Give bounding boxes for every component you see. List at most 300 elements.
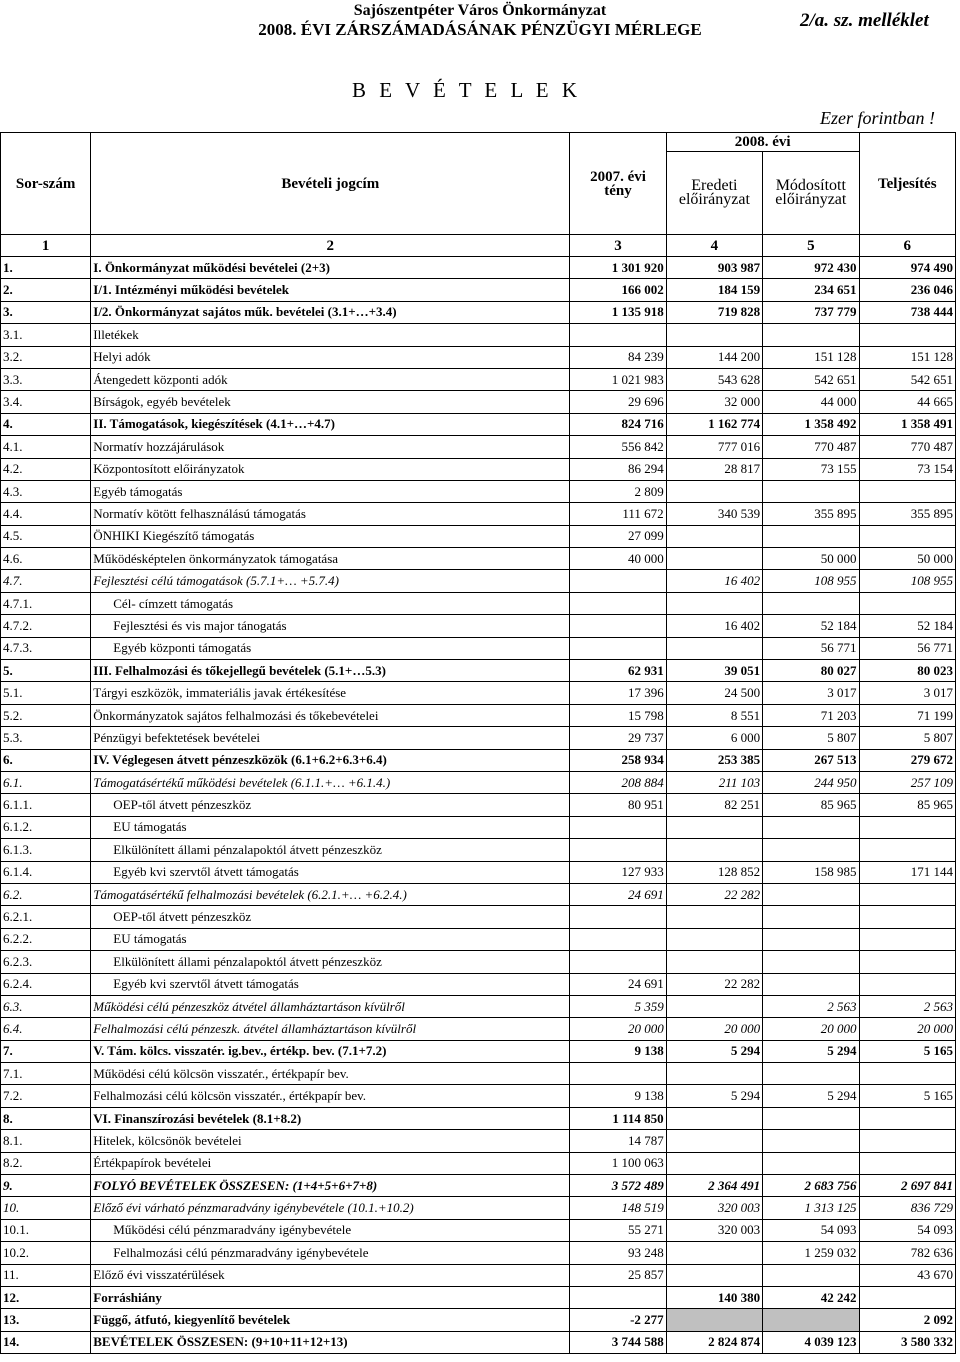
col-index-4: 4 xyxy=(666,235,762,257)
table-row xyxy=(1,1040,956,1062)
row-value-fact2007: 17 396 xyxy=(570,682,666,704)
row-label: OEP-től átvett pénzeszköz xyxy=(91,906,570,928)
row-value-modified: 54 093 xyxy=(763,1219,859,1241)
table-row xyxy=(1,727,956,749)
table-row xyxy=(1,1018,956,1040)
row-value-modified: 2 683 756 xyxy=(763,1175,859,1197)
row-number: 6.2.4. xyxy=(1,973,91,995)
table-row xyxy=(1,1175,956,1197)
row-value-completion: 171 144 xyxy=(859,861,955,883)
row-value-original xyxy=(666,1264,762,1286)
row-value-fact2007: 20 000 xyxy=(570,1018,666,1040)
row-value-original xyxy=(666,525,762,547)
row-number: 6.1.4. xyxy=(1,861,91,883)
row-number: 4.1. xyxy=(1,436,91,458)
table-row xyxy=(1,928,956,950)
row-value-modified: 1 358 492 xyxy=(763,413,859,435)
row-value-completion xyxy=(859,1063,955,1085)
row-label: Elkülönített állami pénzalapoktól átvett pénzeszköz xyxy=(91,839,570,861)
row-value-modified: 737 779 xyxy=(763,301,859,323)
row-value-original: 1 162 774 xyxy=(666,413,762,435)
row-value-original xyxy=(666,324,762,346)
row-value-fact2007: 166 002 xyxy=(570,279,666,301)
row-label: Cél- címzett támogatás xyxy=(91,592,570,614)
row-value-fact2007 xyxy=(570,839,666,861)
row-value-completion: 151 128 xyxy=(859,346,955,368)
row-value-original: 719 828 xyxy=(666,301,762,323)
table-row xyxy=(1,368,956,390)
row-value-completion xyxy=(859,592,955,614)
table-row xyxy=(1,816,956,838)
row-value-completion xyxy=(859,525,955,547)
row-value-fact2007: 25 857 xyxy=(570,1264,666,1286)
table-row xyxy=(1,1130,956,1152)
row-value-original: 28 817 xyxy=(666,458,762,480)
row-value-fact2007: 3 572 489 xyxy=(570,1175,666,1197)
row-value-modified: 71 203 xyxy=(763,704,859,726)
table-row xyxy=(1,279,956,301)
row-number: 10.1. xyxy=(1,1219,91,1241)
row-number: 10.2. xyxy=(1,1242,91,1264)
row-value-original: 2 364 491 xyxy=(666,1175,762,1197)
row-value-fact2007 xyxy=(570,906,666,928)
row-value-original: 5 294 xyxy=(666,1085,762,1107)
row-label: Felhalmozási célú pénzmaradvány igénybevétele xyxy=(91,1242,570,1264)
row-label: Egyéb kvi szervtől átvett támogatás xyxy=(91,861,570,883)
row-label: BEVÉTELEK ÖSSZESEN: (9+10+11+12+13) xyxy=(91,1331,570,1353)
row-value-fact2007: 1 021 983 xyxy=(570,368,666,390)
row-value-fact2007: 24 691 xyxy=(570,973,666,995)
col-header-modified: Módosított előirányzat xyxy=(763,152,859,235)
row-value-completion: 257 109 xyxy=(859,771,955,793)
row-value-fact2007: 556 842 xyxy=(570,436,666,458)
row-value-modified xyxy=(763,973,859,995)
table-row xyxy=(1,1197,956,1219)
table-row xyxy=(1,503,956,525)
row-number: 6.1.2. xyxy=(1,816,91,838)
row-value-fact2007: 86 294 xyxy=(570,458,666,480)
row-value-completion xyxy=(859,906,955,928)
row-value-original: 8 551 xyxy=(666,704,762,726)
row-value-modified: 56 771 xyxy=(763,637,859,659)
table-row xyxy=(1,592,956,614)
table-row xyxy=(1,883,956,905)
row-value-fact2007 xyxy=(570,928,666,950)
revenue-rows xyxy=(1,257,956,1354)
row-value-fact2007 xyxy=(570,615,666,637)
row-number: 1. xyxy=(1,257,91,279)
row-value-original xyxy=(666,1063,762,1085)
row-label: Forráshiány xyxy=(91,1286,570,1308)
table-row xyxy=(1,682,956,704)
row-value-modified xyxy=(763,1107,859,1129)
row-number: 7. xyxy=(1,1040,91,1062)
table-row xyxy=(1,346,956,368)
row-value-original: 140 380 xyxy=(666,1286,762,1308)
row-value-original xyxy=(666,951,762,973)
row-number: 4.4. xyxy=(1,503,91,525)
row-value-completion: 5 807 xyxy=(859,727,955,749)
row-number: 11. xyxy=(1,1264,91,1286)
row-value-original: 32 000 xyxy=(666,391,762,413)
row-value-fact2007: 148 519 xyxy=(570,1197,666,1219)
row-value-original: 82 251 xyxy=(666,794,762,816)
row-value-completion xyxy=(859,973,955,995)
row-value-modified: 151 128 xyxy=(763,346,859,368)
row-number: 5. xyxy=(1,660,91,682)
row-value-fact2007: 14 787 xyxy=(570,1130,666,1152)
row-label: Felhalmozási célú pénzeszk. átvétel államháztartáson kívülről xyxy=(91,1018,570,1040)
row-value-completion xyxy=(859,1152,955,1174)
row-value-completion: 54 093 xyxy=(859,1219,955,1241)
row-value-fact2007: 824 716 xyxy=(570,413,666,435)
row-number: 12. xyxy=(1,1286,91,1308)
row-value-modified xyxy=(763,883,859,905)
row-value-fact2007: 55 271 xyxy=(570,1219,666,1241)
row-value-completion: 5 165 xyxy=(859,1085,955,1107)
table-row xyxy=(1,951,956,973)
row-value-modified xyxy=(763,1152,859,1174)
col-index-5: 5 xyxy=(763,235,859,257)
row-value-modified: 4 039 123 xyxy=(763,1331,859,1353)
row-number: 3.2. xyxy=(1,346,91,368)
row-number: 4. xyxy=(1,413,91,435)
row-value-original xyxy=(666,1309,762,1331)
row-value-fact2007 xyxy=(570,637,666,659)
table-row xyxy=(1,1063,956,1085)
row-number: 14. xyxy=(1,1331,91,1353)
row-number: 6.2. xyxy=(1,883,91,905)
row-value-completion: 3 017 xyxy=(859,682,955,704)
row-label: Hitelek, kölcsönök bevételei xyxy=(91,1130,570,1152)
row-value-modified: 20 000 xyxy=(763,1018,859,1040)
table-row xyxy=(1,1219,956,1241)
row-value-completion xyxy=(859,1107,955,1129)
row-value-original: 24 500 xyxy=(666,682,762,704)
row-value-original xyxy=(666,816,762,838)
row-number: 2. xyxy=(1,279,91,301)
row-value-fact2007 xyxy=(570,570,666,592)
table-row xyxy=(1,436,956,458)
row-value-original xyxy=(666,906,762,928)
row-value-modified: 5 294 xyxy=(763,1040,859,1062)
table-row xyxy=(1,257,956,279)
row-number: 13. xyxy=(1,1309,91,1331)
row-number: 5.1. xyxy=(1,682,91,704)
row-value-completion: 1 358 491 xyxy=(859,413,955,435)
row-value-original: 253 385 xyxy=(666,749,762,771)
row-value-original: 20 000 xyxy=(666,1018,762,1040)
row-value-modified xyxy=(763,324,859,346)
row-value-completion: 73 154 xyxy=(859,458,955,480)
row-value-modified: 52 184 xyxy=(763,615,859,637)
col-header-no: Sor-szám xyxy=(1,133,91,235)
row-label: ÖNHIKI Kiegészítő támogatás xyxy=(91,525,570,547)
row-value-modified xyxy=(763,816,859,838)
row-value-completion: 108 955 xyxy=(859,570,955,592)
row-value-fact2007: 29 696 xyxy=(570,391,666,413)
row-value-modified xyxy=(763,1130,859,1152)
row-value-modified: 5 807 xyxy=(763,727,859,749)
row-value-modified: 44 000 xyxy=(763,391,859,413)
row-value-completion: 20 000 xyxy=(859,1018,955,1040)
annex-label: 2/a. sz. melléklet xyxy=(800,10,929,31)
row-value-original: 16 402 xyxy=(666,615,762,637)
row-value-modified xyxy=(763,1063,859,1085)
row-label: Központosított előirányzatok xyxy=(91,458,570,480)
row-value-fact2007: 208 884 xyxy=(570,771,666,793)
row-number: 8.1. xyxy=(1,1130,91,1152)
row-value-modified xyxy=(763,951,859,973)
row-value-fact2007 xyxy=(570,592,666,614)
row-label: Pénzügyi befektetések bevételei xyxy=(91,727,570,749)
row-value-original xyxy=(666,1130,762,1152)
row-value-original xyxy=(666,548,762,570)
row-value-completion: 542 651 xyxy=(859,368,955,390)
row-number: 7.2. xyxy=(1,1085,91,1107)
unit-note: Ezer forintban ! xyxy=(820,108,935,128)
row-value-completion: 43 670 xyxy=(859,1264,955,1286)
row-number: 6. xyxy=(1,749,91,771)
row-label: Támogatásértékű felhalmozási bevételek (6.2.1.+… +6.2.4.) xyxy=(91,883,570,905)
row-value-fact2007: 111 672 xyxy=(570,503,666,525)
row-value-modified: 5 294 xyxy=(763,1085,859,1107)
row-label: Tárgyi eszközök, immateriális javak értékesítése xyxy=(91,682,570,704)
row-value-modified: 73 155 xyxy=(763,458,859,480)
row-number: 3.4. xyxy=(1,391,91,413)
row-value-fact2007: 9 138 xyxy=(570,1040,666,1062)
table-row xyxy=(1,839,956,861)
table-row xyxy=(1,973,956,995)
row-label: Bírságok, egyéb bevételek xyxy=(91,391,570,413)
col-index-1: 1 xyxy=(1,235,91,257)
row-value-modified: 85 965 xyxy=(763,794,859,816)
row-value-modified: 542 651 xyxy=(763,368,859,390)
row-value-fact2007: 40 000 xyxy=(570,548,666,570)
row-label: Előző évi várható pénzmaradvány igénybevétele (10.1.+10.2) xyxy=(91,1197,570,1219)
col-index-2: 2 xyxy=(91,235,570,257)
row-number: 9. xyxy=(1,1175,91,1197)
row-value-original: 903 987 xyxy=(666,257,762,279)
row-value-modified: 3 017 xyxy=(763,682,859,704)
revenue-table xyxy=(0,132,956,1354)
row-value-completion xyxy=(859,480,955,502)
row-label: Átengedett központi adók xyxy=(91,368,570,390)
row-value-modified: 80 027 xyxy=(763,660,859,682)
col-index-6: 6 xyxy=(859,235,955,257)
row-value-completion: 2 563 xyxy=(859,995,955,1017)
row-number: 4.7. xyxy=(1,570,91,592)
table-row xyxy=(1,749,956,771)
row-value-completion: 50 000 xyxy=(859,548,955,570)
table-row xyxy=(1,1309,956,1331)
row-number: 10. xyxy=(1,1197,91,1219)
row-label: Működési célú kölcsön visszatér., értékpapír bev. xyxy=(91,1063,570,1085)
table-row xyxy=(1,861,956,883)
row-value-modified: 50 000 xyxy=(763,548,859,570)
row-label: Illetékek xyxy=(91,324,570,346)
row-value-original: 777 016 xyxy=(666,436,762,458)
row-label: FOLYÓ BEVÉTELEK ÖSSZESEN: (1+4+5+6+7+8) xyxy=(91,1175,570,1197)
col-header-original: Eredeti előirányzat xyxy=(666,152,762,235)
row-value-modified: 355 895 xyxy=(763,503,859,525)
col-index-3: 3 xyxy=(570,235,666,257)
row-value-fact2007: 84 239 xyxy=(570,346,666,368)
row-number: 4.5. xyxy=(1,525,91,547)
row-value-fact2007: -2 277 xyxy=(570,1309,666,1331)
table-row xyxy=(1,570,956,592)
table-row xyxy=(1,771,956,793)
row-number: 6.2.2. xyxy=(1,928,91,950)
row-number: 6.1. xyxy=(1,771,91,793)
row-value-modified xyxy=(763,592,859,614)
row-value-modified: 267 513 xyxy=(763,749,859,771)
table-row xyxy=(1,704,956,726)
row-value-fact2007: 27 099 xyxy=(570,525,666,547)
row-value-completion: 974 490 xyxy=(859,257,955,279)
row-number: 3. xyxy=(1,301,91,323)
row-value-original: 2 824 874 xyxy=(666,1331,762,1353)
row-value-completion xyxy=(859,324,955,346)
row-value-completion: 5 165 xyxy=(859,1040,955,1062)
row-value-completion: 738 444 xyxy=(859,301,955,323)
col-header-year2008: 2008. évi xyxy=(666,133,859,152)
row-value-completion xyxy=(859,839,955,861)
row-value-fact2007 xyxy=(570,1286,666,1308)
row-number: 6.1.1. xyxy=(1,794,91,816)
row-label: EU támogatás xyxy=(91,928,570,950)
row-value-modified: 158 985 xyxy=(763,861,859,883)
table-row xyxy=(1,391,956,413)
row-value-completion xyxy=(859,928,955,950)
row-value-original: 16 402 xyxy=(666,570,762,592)
table-row xyxy=(1,525,956,547)
row-number: 6.4. xyxy=(1,1018,91,1040)
row-label: Felhalmozási célú kölcsön visszatér., értékpapír bev. xyxy=(91,1085,570,1107)
table-row xyxy=(1,995,956,1017)
row-number: 8.2. xyxy=(1,1152,91,1174)
table-row xyxy=(1,1107,956,1129)
table-row xyxy=(1,301,956,323)
row-value-fact2007: 9 138 xyxy=(570,1085,666,1107)
row-label: Egyéb támogatás xyxy=(91,480,570,502)
row-value-original: 22 282 xyxy=(666,883,762,905)
row-value-completion: 3 580 332 xyxy=(859,1331,955,1353)
table-row xyxy=(1,637,956,659)
row-number: 8. xyxy=(1,1107,91,1129)
row-value-completion xyxy=(859,816,955,838)
row-value-completion xyxy=(859,951,955,973)
row-number: 4.7.1. xyxy=(1,592,91,614)
row-label: Függő, átfutó, kiegyenlítő bevételek xyxy=(91,1309,570,1331)
row-number: 5.2. xyxy=(1,704,91,726)
row-value-completion: 56 771 xyxy=(859,637,955,659)
row-value-original: 340 539 xyxy=(666,503,762,525)
row-value-fact2007 xyxy=(570,1063,666,1085)
row-value-completion: 782 636 xyxy=(859,1242,955,1264)
row-label: OEP-től átvett pénzeszköz xyxy=(91,794,570,816)
row-label: I. Önkormányzat működési bevételei (2+3) xyxy=(91,257,570,279)
row-value-fact2007: 93 248 xyxy=(570,1242,666,1264)
row-number: 6.2.1. xyxy=(1,906,91,928)
row-label: V. Tám. kölcs. visszatér. ig.bev., értékp. bev. (7.1+7.2) xyxy=(91,1040,570,1062)
row-label: II. Támogatások, kiegészítések (4.1+…+4.7) xyxy=(91,413,570,435)
row-value-original: 320 003 xyxy=(666,1219,762,1241)
row-value-original xyxy=(666,995,762,1017)
row-value-original: 211 103 xyxy=(666,771,762,793)
row-value-modified: 42 242 xyxy=(763,1286,859,1308)
row-label: Működési célú pénzmaradvány igénybevétele xyxy=(91,1219,570,1241)
row-value-modified: 244 950 xyxy=(763,771,859,793)
row-label: Támogatásértékű működési bevételek (6.1.1.+… +6.1.4.) xyxy=(91,771,570,793)
row-label: Egyéb kvi szervtől átvett támogatás xyxy=(91,973,570,995)
row-value-original: 39 051 xyxy=(666,660,762,682)
row-value-completion: 71 199 xyxy=(859,704,955,726)
row-label: Működési célú pénzeszköz átvétel államháztartáson kívülről xyxy=(91,995,570,1017)
row-value-fact2007: 3 744 588 xyxy=(570,1331,666,1353)
row-value-fact2007: 1 135 918 xyxy=(570,301,666,323)
row-value-original xyxy=(666,1152,762,1174)
row-number: 4.3. xyxy=(1,480,91,502)
row-value-fact2007 xyxy=(570,324,666,346)
row-value-original xyxy=(666,592,762,614)
row-value-fact2007: 5 359 xyxy=(570,995,666,1017)
table-row xyxy=(1,660,956,682)
row-value-fact2007: 24 691 xyxy=(570,883,666,905)
row-value-fact2007: 15 798 xyxy=(570,704,666,726)
section-title: B E V É T E L E K xyxy=(352,78,582,102)
row-number: 6.3. xyxy=(1,995,91,1017)
row-value-fact2007: 62 931 xyxy=(570,660,666,682)
row-label: III. Felhalmozási és tőkejellegű bevételek (5.1+…5.3) xyxy=(91,660,570,682)
row-value-completion: 80 023 xyxy=(859,660,955,682)
table-row xyxy=(1,906,956,928)
row-value-completion: 236 046 xyxy=(859,279,955,301)
row-label: Egyéb központi támogatás xyxy=(91,637,570,659)
row-value-original xyxy=(666,928,762,950)
row-number: 4.7.2. xyxy=(1,615,91,637)
row-value-completion: 85 965 xyxy=(859,794,955,816)
row-value-modified: 2 563 xyxy=(763,995,859,1017)
table-row xyxy=(1,1264,956,1286)
table-row xyxy=(1,1242,956,1264)
row-value-modified: 770 487 xyxy=(763,436,859,458)
row-label: IV. Véglegesen átvett pénzeszközök (6.1+6.2+6.3+6.4) xyxy=(91,749,570,771)
row-value-completion: 770 487 xyxy=(859,436,955,458)
row-value-fact2007: 29 737 xyxy=(570,727,666,749)
row-label: Normatív hozzájárulások xyxy=(91,436,570,458)
row-value-fact2007: 127 933 xyxy=(570,861,666,883)
row-value-original: 543 628 xyxy=(666,368,762,390)
col-header-completion: Teljesítés xyxy=(859,133,955,235)
col-header-name: Bevételi jogcím xyxy=(91,133,570,235)
row-number: 4.2. xyxy=(1,458,91,480)
row-value-completion: 279 672 xyxy=(859,749,955,771)
table-row xyxy=(1,324,956,346)
row-value-modified: 1 259 032 xyxy=(763,1242,859,1264)
row-label: Helyi adók xyxy=(91,346,570,368)
row-label: Értékpapírok bevételei xyxy=(91,1152,570,1174)
municipality-name: Sajószentpéter Város Önkormányzat xyxy=(353,2,607,19)
table-row xyxy=(1,458,956,480)
row-number: 3.1. xyxy=(1,324,91,346)
row-value-fact2007: 1 100 063 xyxy=(570,1152,666,1174)
row-value-completion xyxy=(859,883,955,905)
row-value-fact2007: 258 934 xyxy=(570,749,666,771)
row-value-fact2007: 2 809 xyxy=(570,480,666,502)
row-label: Előző évi visszatérülések xyxy=(91,1264,570,1286)
row-value-modified: 234 651 xyxy=(763,279,859,301)
